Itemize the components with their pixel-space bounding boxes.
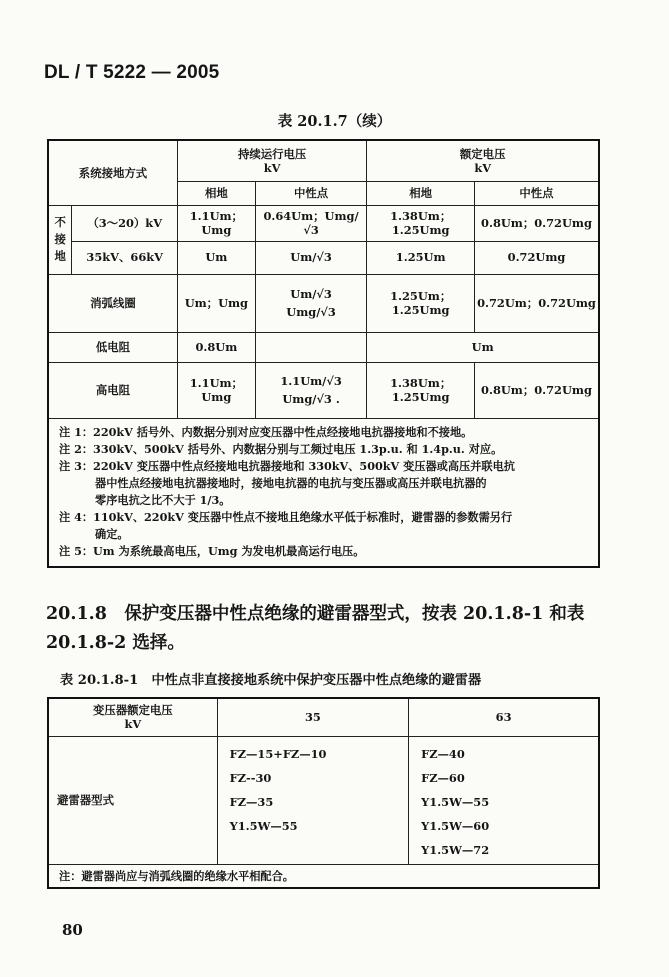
table-cell: 0.8Um；0.72Umg [474,205,599,241]
list-item: Y1.5W—72 [421,842,490,857]
note-line: 注 5：Um 为系统最高电压，Umg 为发电机最高运行电压。 [59,543,365,558]
header-neutral: 中性点 [255,181,367,205]
section-heading: 20.1.8 保护变压器中性点绝缘的避雷器型式，按表 20.1.8-1 和表 20.1.8-2 选择。 [46,604,585,653]
arrester-list-35 [217,736,409,864]
list-item: FZ--30 [229,770,272,785]
header-neutral-rated: 中性点 [474,181,599,205]
table-20-1-7-title: 表 20.1.7（续） [277,113,392,130]
header-rated-voltage: 额定电压 kV [367,140,599,181]
note-line: 注 2：330kV、500kV 括号外、内数据分别与工频过电压 1.3p.u. 和 1.4p.u. 对应。 [59,441,503,456]
list-item: FZ—60 [421,770,465,785]
header-63: 63 [409,698,599,736]
table-note: 注：避雷器尚应与消弧线圈的绝缘水平相配合。 [48,864,599,888]
header-35: 35 [217,698,409,736]
row-label: 消弧线圈 [48,274,177,332]
table-cell: 0.8Um；0.72Umg [474,362,599,418]
arrester-list-63 [409,736,599,864]
header-transformer-voltage: 变压器额定电压 kV [48,698,217,736]
table-cell: 0.72Umg [474,241,599,274]
table-cell: Um [367,332,599,362]
table-cell: 1.25Um [367,241,475,274]
list-item: FZ—40 [421,746,465,761]
note-line: 注 1：220kV 括号外、内数据分别对应变压器中性点经接地电抗器接地和不接地。 [59,424,473,439]
list-item: Y1.5W—55 [421,794,490,809]
table-20-1-8-1-title: 表 20.1.8-1 中性点非直接接地系统中保护变压器中性点绝缘的避雷器 [60,673,482,688]
list-item: FZ—35 [229,794,274,809]
table-20-1-8-1 [47,697,600,889]
note-line: 注 4：110kV、220kV 变压器中性点不接地且绝缘水平低于标准时，避雷器的参数需另行 [59,509,513,524]
table-cell: Um；Umg [177,274,255,332]
ungrounded-label: 不接地 [48,205,72,274]
table-cell: 1.1Um；Umg [177,205,255,241]
list-item: Y1.5W—60 [421,818,490,833]
table-cell: 0.8Um [177,332,255,362]
header-continuous-voltage: 持续运行电压 kV [177,140,366,181]
row-label-arrester-type: 避雷器型式 [48,736,217,864]
header-system-grounding: 系统接地方式 [48,140,177,205]
table-20-1-7 [47,139,600,568]
note-line: 注 3：220kV 变压器中性点经接地电抗器接地和 330kV、500kV 变压器或高压并联电抗 [59,458,515,473]
note-line: 零序电抗之比不大于 1/3。 [95,492,231,507]
table-notes [48,418,599,567]
header-phase-ground: 相地 [177,181,255,205]
row-label: 高电阻 [48,362,177,418]
table-cell: Um/√3 Umg/√3 [255,274,367,332]
table-cell [255,332,367,362]
header-phase-ground-rated: 相地 [367,181,475,205]
note-line: 器中性点经接地电抗器接地时，接地电抗器的电抗与变压器或高压并联电抗器的 [95,475,487,490]
table-cell: Um [177,241,255,274]
table-cell: Um/√3 [255,241,367,274]
list-item: Y1.5W—55 [229,818,298,833]
row-label: 35kV、66kV [72,241,177,274]
table-cell: 0.72Um；0.72Umg [474,274,599,332]
page-number: 80 [62,921,83,939]
table-cell: 1.38Um；1.25Umg [367,205,475,241]
table-cell: 1.1Um；Umg [177,362,255,418]
row-label: 低电阻 [48,332,177,362]
standard-code: DL / T 5222 — 2005 [44,62,220,83]
row-label: （3～20）kV [72,205,177,241]
table-cell: 0.64Um；Umg/√3 [255,205,367,241]
table-cell: 1.25Um；1.25Umg [367,274,475,332]
list-item: FZ—15+FZ—10 [229,746,327,761]
table-cell: 1.38Um；1.25Umg [367,362,475,418]
table-cell: 1.1Um/√3 Umg/√3 . [255,362,367,418]
note-line: 确定。 [95,526,129,541]
